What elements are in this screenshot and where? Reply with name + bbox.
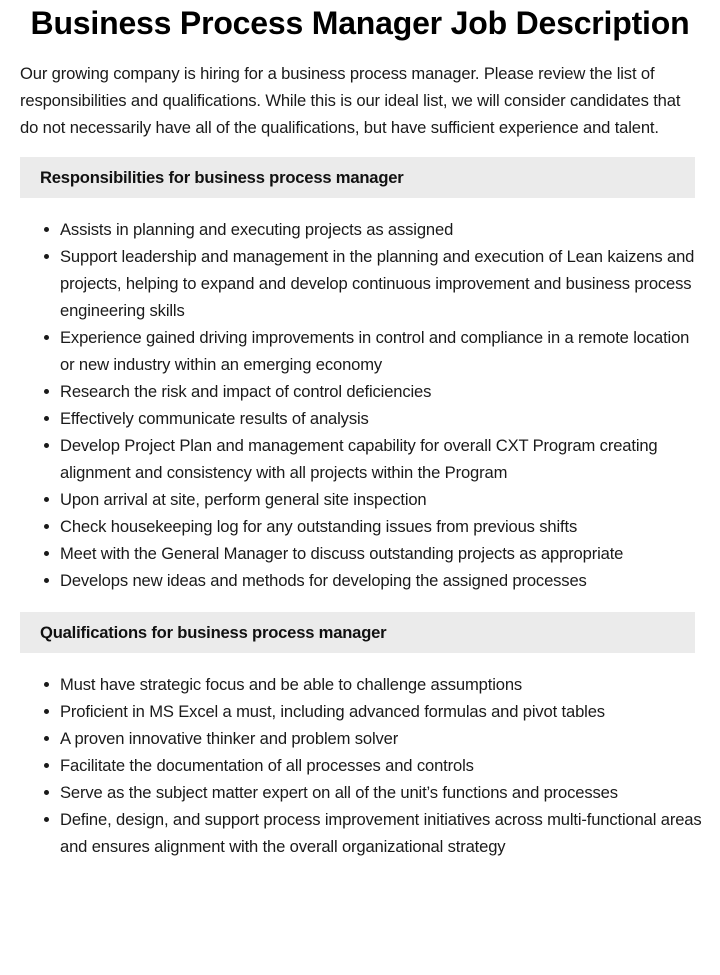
responsibilities-header (20, 157, 695, 198)
bullet-icon (44, 335, 49, 340)
bullet-icon (44, 682, 49, 687)
list-item: Facilitate the documentation of all processes and controls (60, 752, 720, 779)
bullet-icon (44, 763, 49, 768)
bullet-icon (44, 736, 49, 741)
list-item: Define, design, and support process improvement initiatives across multi-functional areas and ensures alignment with the overall organizational strategy (60, 806, 720, 860)
responsibilities-list (0, 216, 720, 594)
bullet-icon (44, 416, 49, 421)
bullet-icon (44, 578, 49, 583)
bullet-icon (44, 227, 49, 232)
bullet-icon (44, 524, 49, 529)
qualifications-list (0, 671, 720, 860)
list-item: Support leadership and management in the planning and execution of Lean kaizens and projects, helping to expand and develop continuous improvement and business process engineering skills (60, 243, 720, 324)
bullet-icon (44, 497, 49, 502)
list-item: Experience gained driving improvements in control and compliance in a remote location or new industry within an emerging economy (60, 324, 720, 378)
bullet-icon (44, 443, 49, 448)
intro-paragraph: Our growing company is hiring for a business process manager. Please review the list of responsibilities and qualifications. While this is our ideal list, we will consider candidates that do not necessarily have all of the qualifications, but have sufficient experience and talent. (20, 64, 681, 137)
qualifications-heading: Qualifications for business process manager (40, 622, 387, 642)
bullet-icon (44, 254, 49, 259)
list-item: Research the risk and impact of control deficiencies (60, 378, 720, 405)
list-item: Develops new ideas and methods for developing the assigned processes (60, 567, 720, 594)
page-title: Business Process Manager Job Description (30, 5, 690, 41)
list-item: Meet with the General Manager to discuss outstanding projects as appropriate (60, 540, 720, 567)
list-item: Check housekeeping log for any outstanding issues from previous shifts (60, 513, 720, 540)
bullet-icon (44, 709, 49, 714)
list-item: Upon arrival at site, perform general site inspection (60, 486, 720, 513)
list-item: Develop Project Plan and management capability for overall CXT Program creating alignment and consistency with all projects within the Program (60, 432, 720, 486)
list-item: Assists in planning and executing projects as assigned (60, 216, 720, 243)
bullet-icon (44, 790, 49, 795)
bullet-icon (44, 551, 49, 556)
list-item: Serve as the subject matter expert on all of the unit’s functions and processes (60, 779, 720, 806)
list-item: A proven innovative thinker and problem solver (60, 725, 720, 752)
list-item: Effectively communicate results of analysis (60, 405, 720, 432)
responsibilities-heading: Responsibilities for business process manager (40, 167, 404, 187)
list-item: Must have strategic focus and be able to challenge assumptions (60, 671, 720, 698)
qualifications-header (20, 612, 695, 653)
bullet-icon (44, 817, 49, 822)
bullet-icon (44, 389, 49, 394)
list-item: Proficient in MS Excel a must, including advanced formulas and pivot tables (60, 698, 720, 725)
